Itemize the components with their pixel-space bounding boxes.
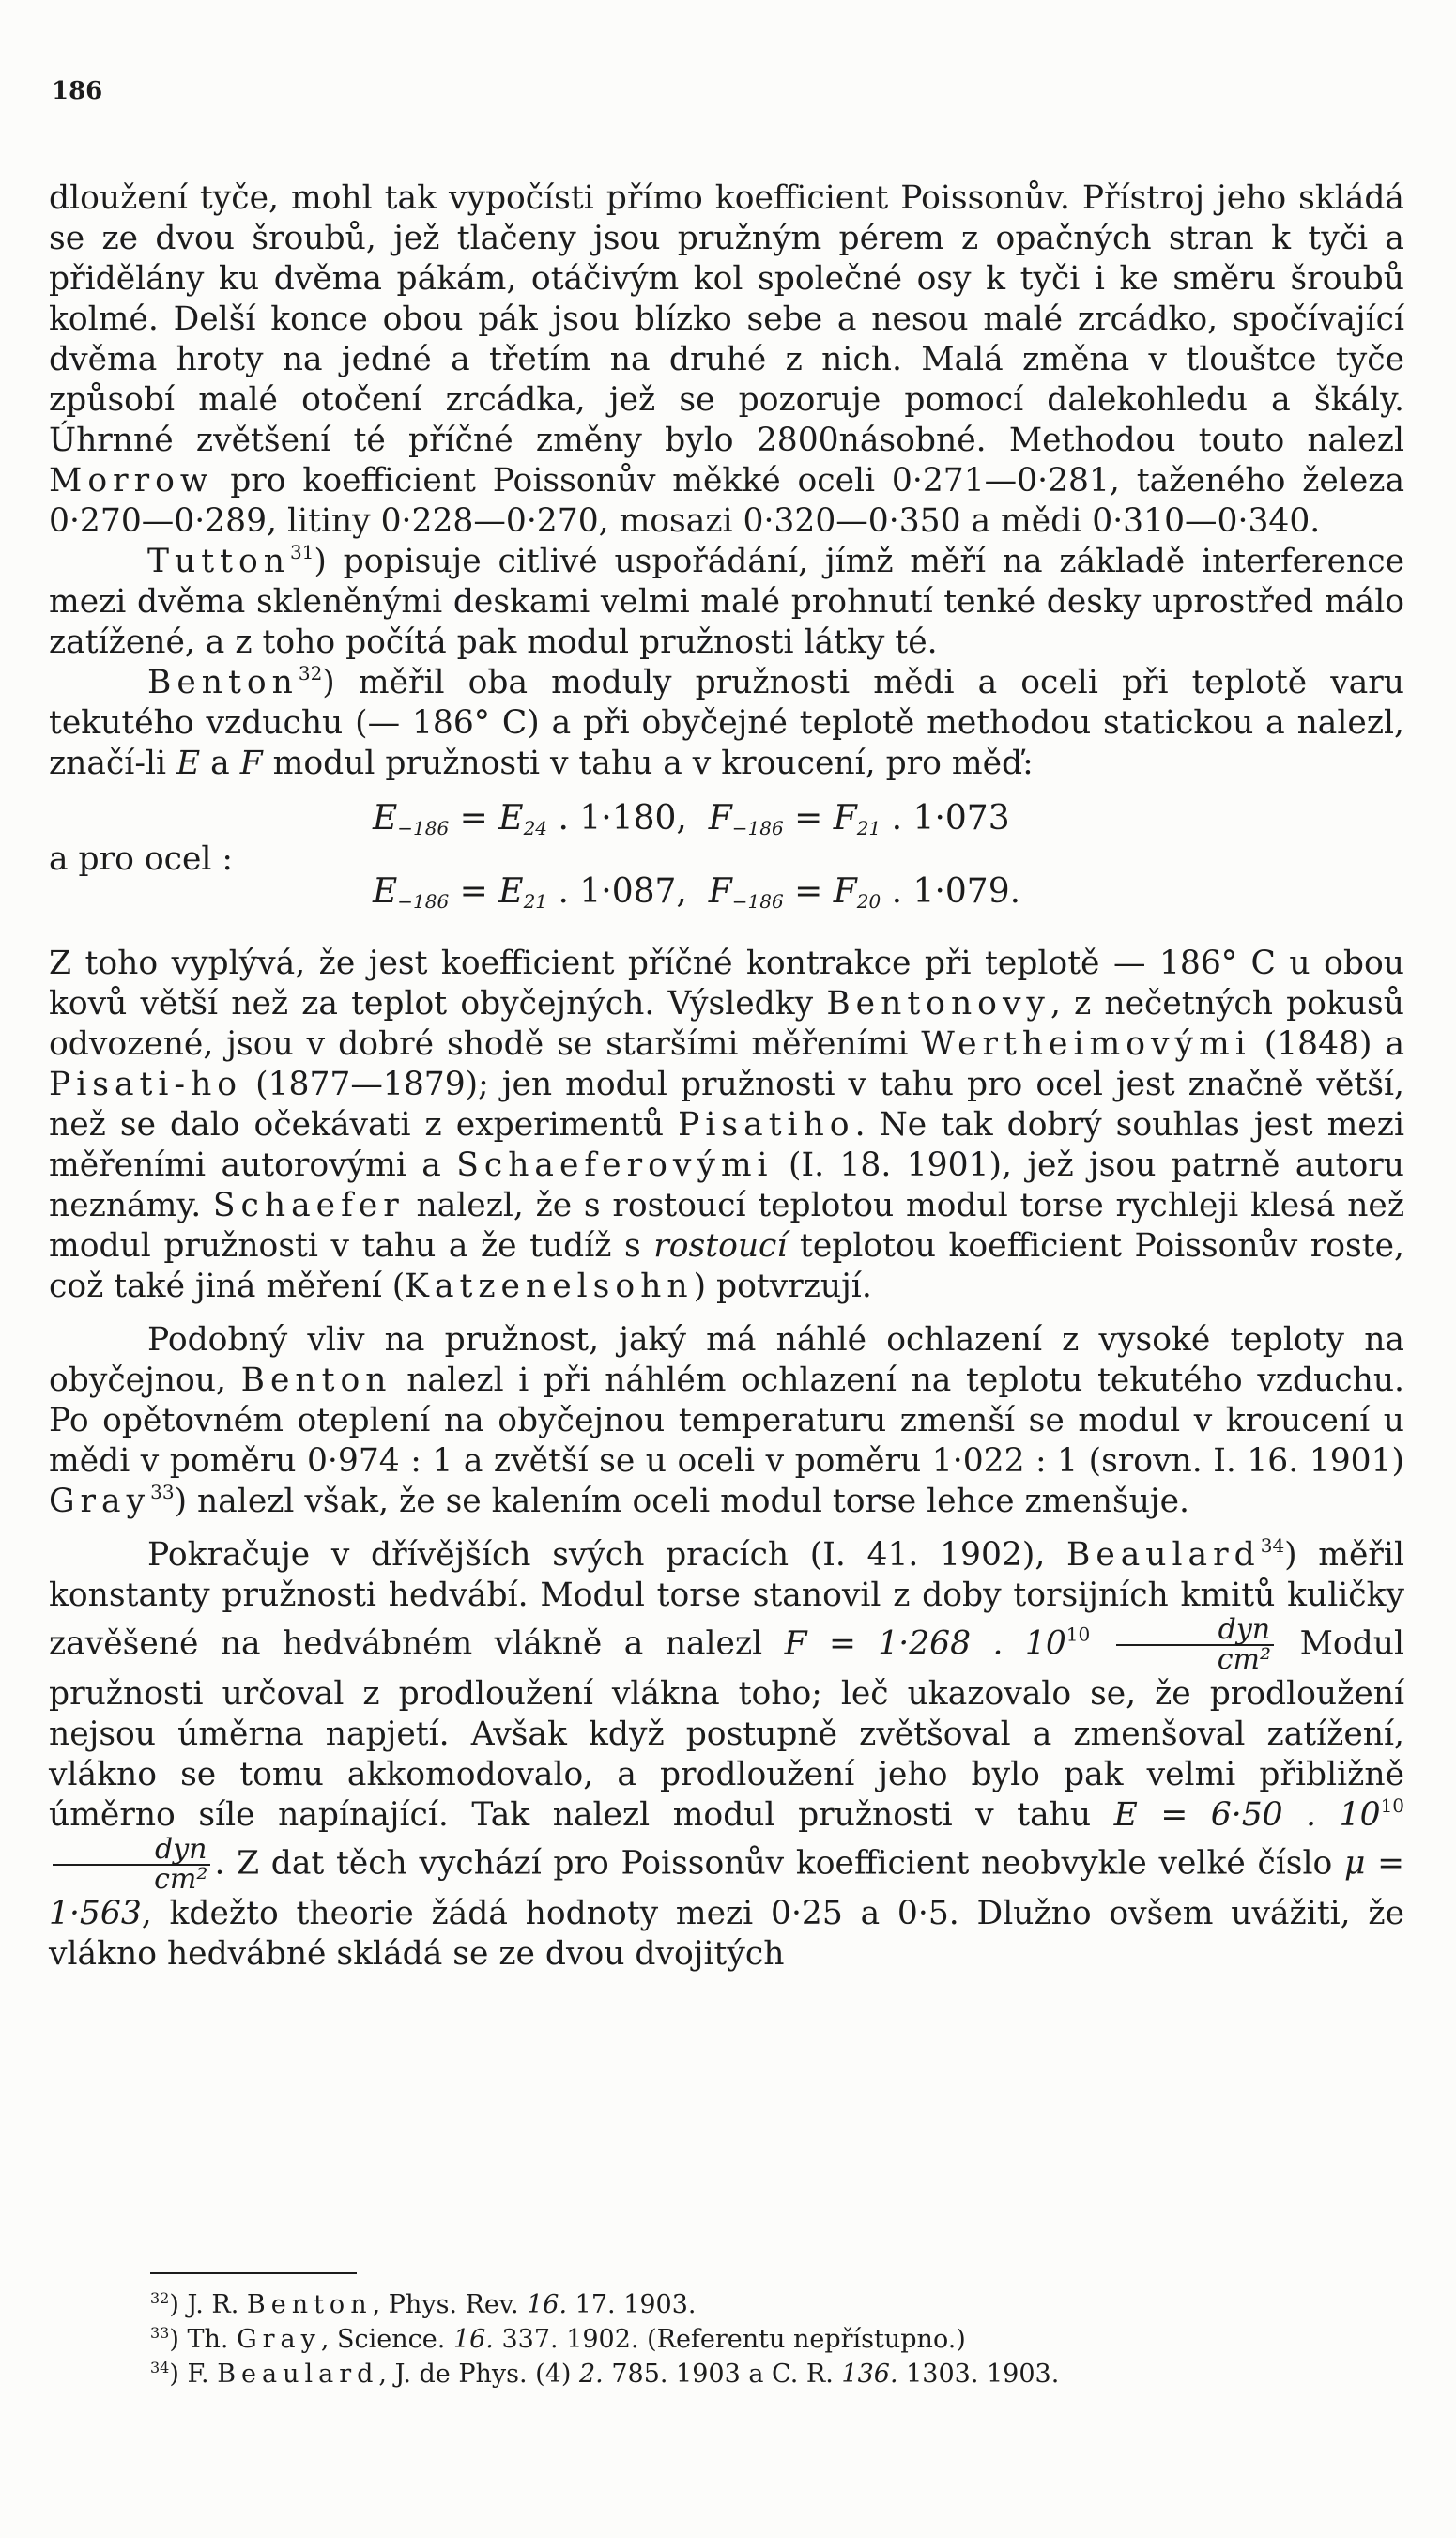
footnote-ref: 31: [289, 541, 314, 563]
footnote-ref: 34: [1260, 1534, 1285, 1557]
unit-fraction: $\frac{\text{dyn}}{\text{cm²}}$: [1116, 1616, 1274, 1674]
equation-label: a pro ocel :: [49, 840, 233, 878]
footnote-ref: 33: [150, 1481, 175, 1503]
unit-fraction: $\frac{\text{dyn}}{\text{cm²}}$: [53, 1836, 210, 1894]
footnote-ref: 32: [298, 662, 323, 684]
body-text: [49, 178, 1404, 1975]
equation-copper: $E_{-186} = E_{24}$ . 1·180, $F_{-186} = F_{21}$ . 1·073: [373, 799, 1010, 839]
footnote-32: $^{32}$) J. R. Benton, Phys. Rev. 16. 17. 1903.: [150, 2289, 697, 2319]
author-name: Tutton: [147, 543, 290, 580]
paragraph-cooling: Podobný vliv na pružnost, jaký má náhlé ochlazení z vysoké teploty na obyčejnou, Benton nalezl i při náhlém ochlazení na teplotu tekutého vzduchu. Po opětovném oteplení na obyčejnou temperaturu zmenší se modul v kroucení u mědi v poměru 0·974 : 1 a zvětší se u oceli v poměru 1·022 : 1 (srovn. I. 16. 1901) Gray$^{33}$) nalezl však, že se kalením oceli modul torse lehce zmenšuje.: [49, 1321, 1405, 1520]
author-name: Morrow: [49, 462, 214, 500]
footnote-34: $^{34}$) F. Beaulard, J. de Phys. (4) 2. 785. 1903 a C. R. 136. 1303. 1903.: [150, 2359, 1060, 2389]
footnote-divider: [150, 2272, 357, 2274]
paragraph-results: Z toho vyplývá, že jest koefficient příčné kontrakce při teplotě — 186° C u obou kovů větší než za teplot obyčejných. Výsledky Bentonovy, z nečetných pokusů odvozené, jsou v dobré shodě se staršími měřeními Wertheimovými (1848) a Pisati-ho (1877—1879); jen modul pružnosti v tahu pro ocel jest značně větší, než se dalo očekávati z experimentů Pisatiho. Ne tak dobrý souhlas jest mezi měřeními autorovými a Schaeferovými (I. 18. 1901), jež jsou patrně autoru neznámy. Schaefer nalezl, že s rostoucí teplotou modul torse rychleji klesá než modul pružnosti v tahu a že tudíž s rostoucí teplotou koefficient Poissonův roste, což také jiná měření (Katzenelsohn) potvrzují.: [49, 945, 1405, 1305]
author-name: Benton: [147, 664, 299, 701]
paragraph-beaulard: Pokračuje v dřívějších svých pracích (I. 41. 1902), Beaulard$^{34}$) měřil konstanty pružnosti hedvábí. Modul torse stanovil z doby torsijních kmitů kuličky zavěšené na hedvábném vlákně a nalezl F = 1·268 . $10^{10}$ $\frac{\text{dyn}}{\text{cm²}}$ Modul pružnosti určoval z prodloužení vlákna toho; leč ukazovalo se, že prodloužení nejsou úměrna napjetí. Avšak když postupně zvětšoval a zmenšoval zatížení, vlákno se tomu akkomodovalo, a prodloužení jeho bylo pak velmi přibližně úměrno síle napínající. Tak nalezl modul pružnosti v tahu E = 6·50 . $10^{10}$ $\frac{\text{dyn}}{\text{cm²}}$ . Z dat těch vychází pro Poissonův koefficient neobvykle velké číslo μ = 1·563, kdežto theorie žádá hodnoty mezi 0·25 a 0·5. Dlužno ovšem uvážiti, že vlákno hedvábné skládá se ze dvou dvojitých: [49, 1534, 1405, 1973]
footnotes: [150, 2287, 1371, 2392]
footnote-33: $^{33}$) Th. Gray, Science. 16. 337. 1902. (Referentu nepřístupno.): [150, 2324, 966, 2354]
equation-steel: a pro ocel : $E_{-186} = E_{21}$ . 1·087, $F_{-186} = F_{20}$ . 1·079.: [49, 840, 1021, 913]
page-number: 186: [52, 77, 103, 105]
paragraph-1: dloužení tyče, mohl tak vypočísti přímo koefficient Poissonův. Přístroj jeho skládá se ze dvou šroubů, jež tlačeny jsou pružným pérem z opačných stran k tyči a přidělány ku dvěma pákám, otáčivým kol společné osy k tyči i ke směru šroubů kolmé. Delší konce obou pák jsou blízko sebe a nesou malé zrcádko, spočívající dvěma hroty na jedné a třetím na druhé z nich. Malá změna v tlouštce tyče způsobí malé otočení zrcádka, jež se pozoruje pomocí dalekohledu a škály. Úhrnné zvětšení té příčné změny bylo 2800násobné. Methodou touto nalezl Morrow pro koefficient Poissonův měkké oceli 0·271—0·281, taženého železa 0·270—0·289, litiny 0·228—0·270, mosazi 0·320—0·350 a mědi 0·310—0·340.: [49, 179, 1405, 540]
paragraph-tutton: Tutton$^{31}$) popisuje citlivé uspořádání, jímž měří na základě interference mezi dvěma skleněnými deskami velmi malé prohnutí tenké desky uprostřed málo zatížené, a z toho počítá pak modul pružnosti látky té.: [49, 541, 1404, 661]
paragraph-benton: Benton$^{32}$) měřil oba moduly pružnosti mědi a oceli při teplotě varu tekutého vzduchu (— 186° C) a při obyčejné teplotě methodou statickou a nalezl, značí-li E a F modul pružnosti v tahu a v kroucení, pro měď:: [49, 662, 1404, 782]
